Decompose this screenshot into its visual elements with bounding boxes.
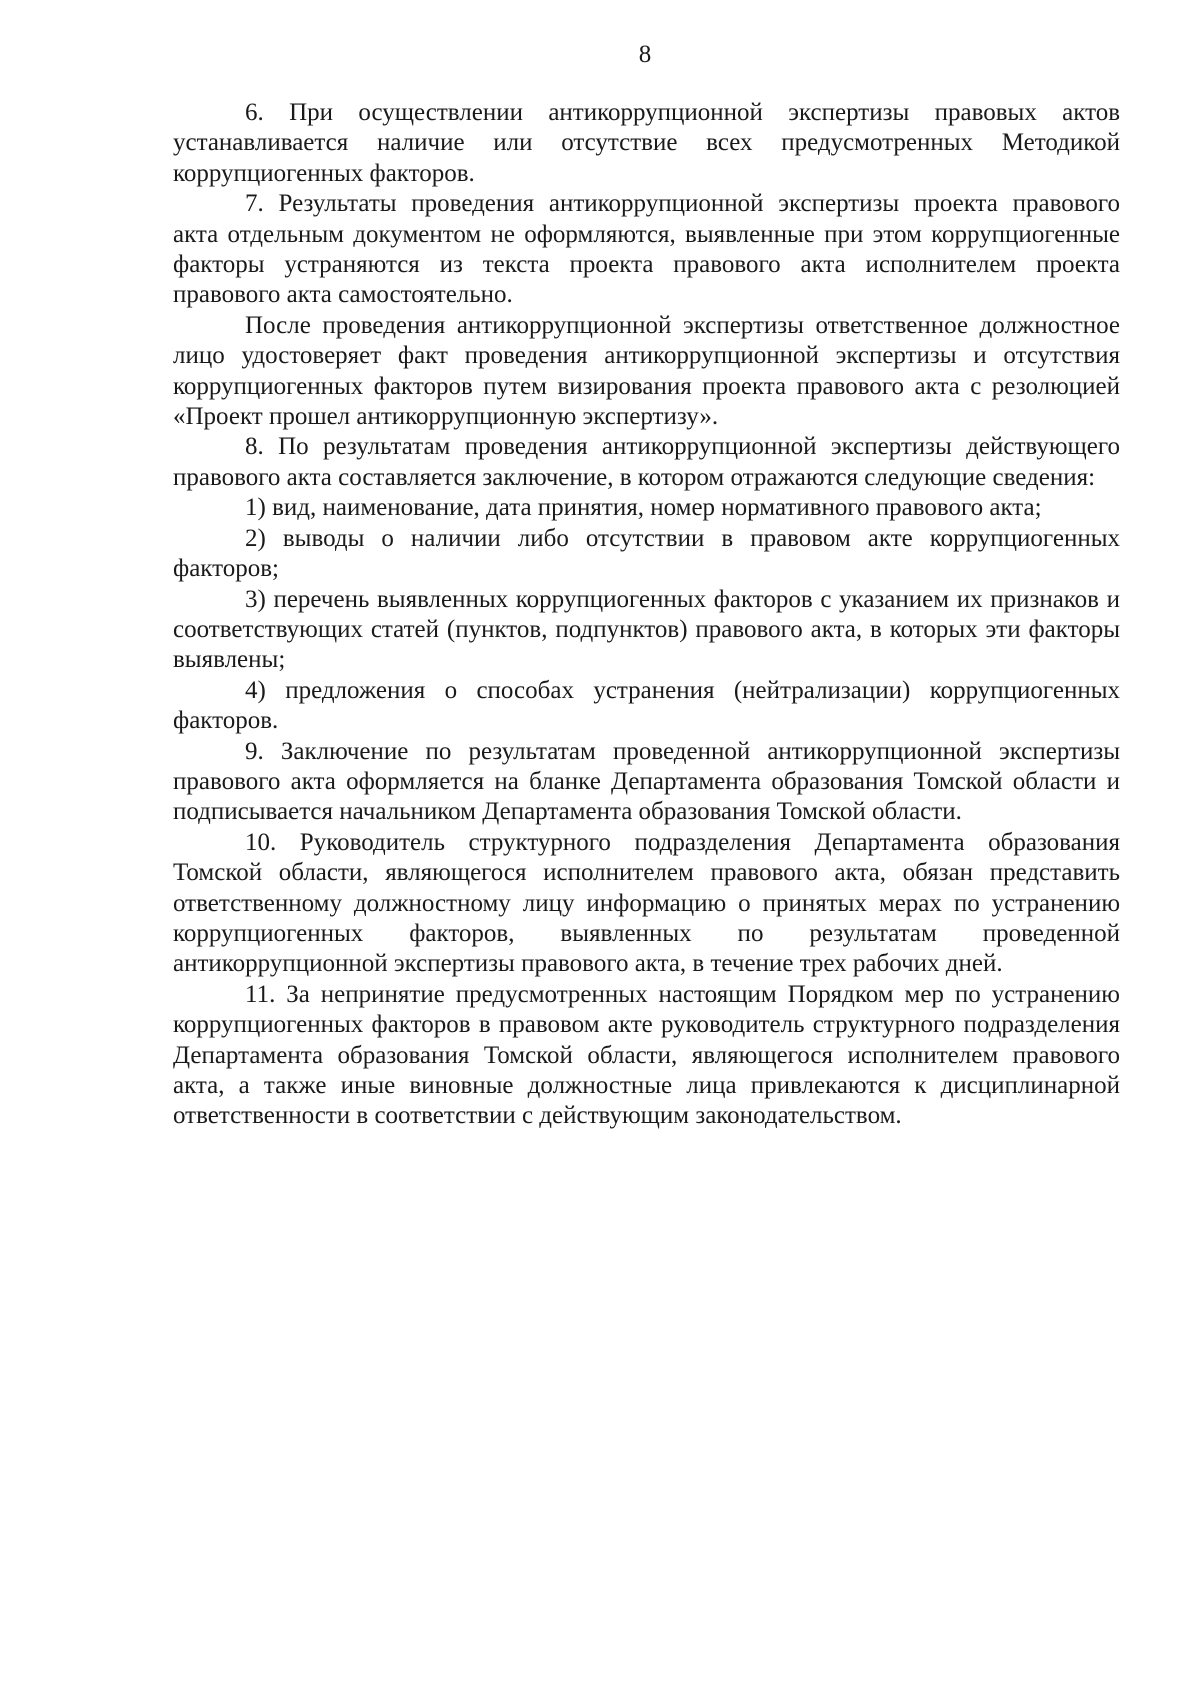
paragraph-9: 9. Заключение по результатам проведенной антикоррупционной экспертизы правового акта оформляется на бланке Департамента образования Томской области и подписывается начальником Департамента образования Томской области.	[173, 737, 1120, 826]
paragraph-6: 6. При осуществлении антикоррупционной экспертизы правовых актов устанавливается наличие или отсутствие всех предусмотренных Методикой коррупциогенных факторов.	[173, 99, 1120, 187]
page-number: 8	[638, 41, 652, 68]
list-item-2: 2) выводы о наличии либо отсутствии в правовом акте коррупциогенных факторов;	[173, 524, 1120, 583]
paragraph-7: 7. Результаты проведения антикоррупционной экспертизы проекта правового акта отдельным документом не оформляются, выявленные при этом коррупциогенные факторы устраняются из текста проекта правового акта исполнителем проекта правового акта самостоятельно.	[173, 190, 1120, 309]
list-item-3: 3) перечень выявленных коррупциогенных факторов с указанием их признаков и соответствующих статей (пунктов, подпунктов) правового акта, в которых эти факторы выявлены;	[173, 585, 1120, 674]
paragraph-11: 11. За непринятие предусмотренных настоящим Порядком мер по устранению коррупциогенных факторов в правовом акте руководитель структурного подразделения Департамента образования Томской области, являющегося исполнителем правового акта, а также иные виновные должностные лица привлекаются к дисциплинарной ответственности в соответствии с действующим законодательством.	[173, 980, 1120, 1130]
paragraph-8: 8. По результатам проведения антикоррупционной экспертизы действующего правового акта составляется заключение, в котором отражаются следующие сведения:	[173, 433, 1120, 491]
paragraph-7-continuation: После проведения антикоррупционной экспертизы ответственное должностное лицо удостоверяет факт проведения антикоррупционной экспертизы и отсутствия коррупциогенных факторов путем визирования проекта правового акта с резолюцией «Проект прошел антикоррупционную экспертизу».	[173, 311, 1120, 431]
list-item-4: 4) предложения о способах устранения (нейтрализации) коррупциогенных факторов.	[173, 676, 1120, 735]
document-body	[173, 98, 1120, 1132]
paragraph-10: 10. Руководитель структурного подразделения Департамента образования Томской области, являющегося исполнителем правового акта, обязан представить ответственному должностному лицу информацию о принятых мерах по устранению коррупциогенных факторов, выявленных по результатам проведенной антикоррупционной экспертизы правового акта, в течение трех рабочих дней.	[173, 828, 1120, 978]
list-item-1: 1) вид, наименование, дата принятия, номер нормативного правового акта;	[245, 494, 1042, 522]
